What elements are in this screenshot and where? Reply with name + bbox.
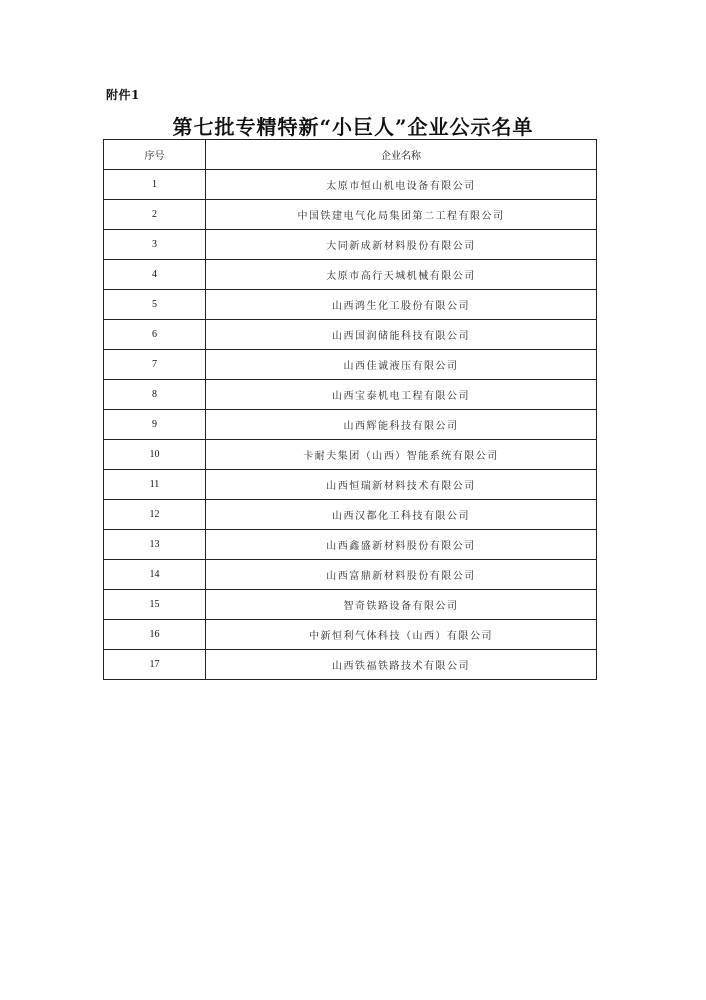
table-row: [104, 410, 597, 440]
table-row: [104, 500, 597, 530]
row-number: 3: [104, 230, 206, 260]
company-name: 智奇铁路设备有限公司: [206, 590, 597, 620]
row-number: 8: [104, 380, 206, 410]
company-name: 太原市高行天城机械有限公司: [206, 260, 597, 290]
row-number: 2: [104, 200, 206, 230]
row-number: 5: [104, 290, 206, 320]
document-title: 第七批专精特新“小巨人”企业公示名单: [172, 115, 534, 139]
row-number: 4: [104, 260, 206, 290]
row-number: 11: [104, 470, 206, 500]
company-name: 山西汉都化工科技有限公司: [206, 500, 597, 530]
company-name: 山西宝泰机电工程有限公司: [206, 380, 597, 410]
row-number: 14: [104, 560, 206, 590]
column-header-company-name: 企业名称: [206, 140, 597, 170]
table-row: [104, 440, 597, 470]
row-number: 7: [104, 350, 206, 380]
table-row: [104, 260, 597, 290]
table-row: [104, 560, 597, 590]
company-name: 山西佳诚液压有限公司: [206, 350, 597, 380]
row-number: 16: [104, 620, 206, 650]
table-row: [104, 650, 597, 680]
company-name: 中国铁建电气化局集团第二工程有限公司: [206, 200, 597, 230]
table-row: [104, 470, 597, 500]
table-row: [104, 170, 597, 200]
row-number: 17: [104, 650, 206, 680]
table-row: [104, 320, 597, 350]
company-name: 山西辉能科技有限公司: [206, 410, 597, 440]
company-name: 大同新成新材料股份有限公司: [206, 230, 597, 260]
row-number: 9: [104, 410, 206, 440]
table-row: [104, 530, 597, 560]
column-header-number: 序号: [104, 140, 206, 170]
company-name: 卡耐夫集团（山西）智能系统有限公司: [206, 440, 597, 470]
company-name: 山西铁福铁路技术有限公司: [206, 650, 597, 680]
table-row: [104, 290, 597, 320]
row-number: 13: [104, 530, 206, 560]
table-header-row: [104, 140, 597, 170]
company-list-table: [103, 139, 597, 680]
table-row: [104, 230, 597, 260]
table-row: [104, 200, 597, 230]
table-row: [104, 350, 597, 380]
row-number: 6: [104, 320, 206, 350]
row-number: 1: [104, 170, 206, 200]
attachment-label: 附件1: [106, 88, 140, 102]
company-name: 山西恒瑞新材料技术有限公司: [206, 470, 597, 500]
row-number: 15: [104, 590, 206, 620]
table-row: [104, 590, 597, 620]
company-name: 山西国润储能科技有限公司: [206, 320, 597, 350]
row-number: 12: [104, 500, 206, 530]
table-row: [104, 620, 597, 650]
company-name: 山西鑫盛新材料股份有限公司: [206, 530, 597, 560]
company-name: 山西鸿生化工股份有限公司: [206, 290, 597, 320]
table-row: [104, 380, 597, 410]
company-name: 中新恒利气体科技（山西）有限公司: [206, 620, 597, 650]
company-name: 山西富鼎新材料股份有限公司: [206, 560, 597, 590]
company-name: 太原市恒山机电设备有限公司: [206, 170, 597, 200]
row-number: 10: [104, 440, 206, 470]
